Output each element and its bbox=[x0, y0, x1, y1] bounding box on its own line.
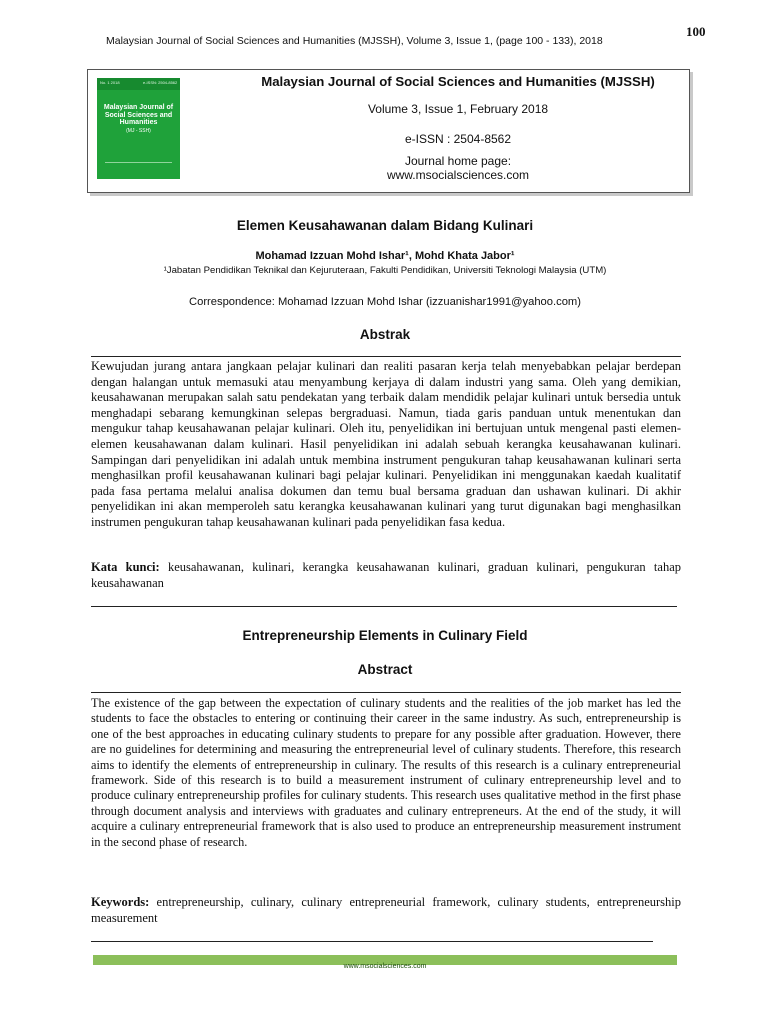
author-affiliation: ¹Jabatan Pendidikan Teknikal dan Kejuruteraan, Fakulti Pendidikan, Universiti Teknologi Malaysia (UTM) bbox=[163, 265, 607, 276]
footer-link[interactable]: www.msocialsciences.com bbox=[343, 963, 427, 970]
abstrak-heading: Abstrak bbox=[359, 327, 411, 342]
cover-abbr: (MJ - SSH) bbox=[126, 128, 151, 134]
article-title-english: Entrepreneurship Elements in Culinary Field bbox=[242, 628, 528, 643]
kata-kunci-label: Kata kunci: bbox=[91, 560, 160, 574]
abstract-text: The existence of the gap between the expectation of culinary students and the realities of the job market has led the students to face the obstacles to entering or continuing their career in the same industry. As such, entrepreneurship is one of the best approaches in educating culinary students to prepare for any possible after graduation. However, there are no guidelines for determining and measuring the entrepreneurial level of culinary students. Therefore, this research aims to identify the elements of entrepreneurship in culinary. The results of this research is a culinary entrepreneurial framework. Side of this research is to build a measurement instrument of culinary entrepreneurship level and to produce culinary entrepreneurship profiles for culinary students. This research uses qualitative method in the first phase through document analysis and interviews with graduates and culinary entrepreneurs. At the end of the study, it will acquire a culinary entrepreneurial framework that is also used to produce an entrepreneurship measurement instrument in the second phase of research. bbox=[91, 696, 681, 849]
footer-bar bbox=[93, 955, 677, 970]
keywords-text: entrepreneurship, culinary, culinary entrepreneurial framework, culinary students, entrepreneurship measurement bbox=[91, 895, 681, 925]
cover-title: Malaysian Journal of Social Sciences and Humanities bbox=[103, 104, 174, 126]
page-number: 100 bbox=[686, 24, 706, 39]
abstrak-text: Kewujudan jurang antara jangkaan pelajar kulinari dan realiti pasaran kerja telah menyebabkan pelajar berdepan dengan halangan untuk memasuki atau menyambung kerjaya di dalam industri yang sama. Oleh yang demikian, keusahawanan merupakan salah satu pendekatan yang terbaik dalam mendidik pelajar kulinari untuk bersedia untuk menghadapi sebarang kemungkinan selepas bergraduasi. Namun, tiada garis panduan untuk menentukan dan mengukur tahap keusahawanan pelajar kulinari. Oleh itu, penyelidikan ini bertujuan untuk mengenal pasti elemen-elemen keusahawanan dalam kulinari. Hasil penyelidikan ini adalah sebuah kerangka keusahawanan kulinari. Sampingan dari penyelidikan ini adalah untuk membina instrument pengukuran tahap keusahawanan kulinari serta menghasilkan profil keusahawanan kulinari bagi pelajar kulinari. Penyelidikan ini menggunakan kaedah kualitatif pada fasa pertama melalui analisa dokumen dan temu bual bersama graduan dan ushawan kulinari. Di akhir penyelidikan ini akan memperoleh satu kerangka keusahawanan kulinari yang turut digunakan bagi menghasilkan instrumen pengukuran tahap keusahawanan kulinari pada penyelidikan fasa kedua. bbox=[91, 359, 681, 529]
keywords bbox=[91, 895, 681, 926]
divider-rule bbox=[91, 606, 677, 607]
divider-rule bbox=[91, 356, 681, 357]
journal-volume: Volume 3, Issue 1, February 2018 bbox=[367, 102, 549, 116]
correspondence: Correspondence: Mohamad Izzuan Mohd Ishar (izzuanishar1991@yahoo.com) bbox=[189, 296, 581, 308]
journal-issn: e-ISSN : 2504-8562 bbox=[404, 132, 512, 146]
kata-kunci bbox=[91, 560, 681, 591]
journal-title: Malaysian Journal of Social Sciences and Humanities (MJSSH) bbox=[261, 74, 655, 89]
journal-cover-image bbox=[97, 78, 180, 179]
cover-divider bbox=[105, 162, 172, 163]
divider-rule bbox=[91, 692, 681, 693]
kata-kunci-text: keusahawanan, kulinari, kerangka keusahawanan kulinari, graduan kulinari, pengukuran tahap keusahawanan bbox=[91, 560, 681, 590]
cover-issn: e-ISSN: 2504-8562 bbox=[143, 80, 178, 85]
keywords-label: Keywords: bbox=[91, 895, 150, 909]
divider-rule bbox=[91, 941, 653, 942]
running-head: Malaysian Journal of Social Sciences and Humanities (MJSSH), Volume 3, Issue 1, (page 100 - 133), 2018 bbox=[106, 35, 603, 47]
article-authors: Mohamad Izzuan Mohd Ishar¹, Mohd Khata Jabor¹ bbox=[255, 250, 515, 262]
journal-homepage-link[interactable]: www.msocialsciences.com bbox=[386, 168, 530, 182]
article-title-malay: Elemen Keusahawanan dalam Bidang Kulinari bbox=[236, 218, 534, 233]
abstract-heading: Abstract bbox=[357, 662, 413, 677]
journal-homepage-label: Journal home page: bbox=[404, 154, 512, 168]
cover-code: No. 1 2018 bbox=[100, 80, 120, 85]
journal-header-box bbox=[87, 69, 690, 193]
